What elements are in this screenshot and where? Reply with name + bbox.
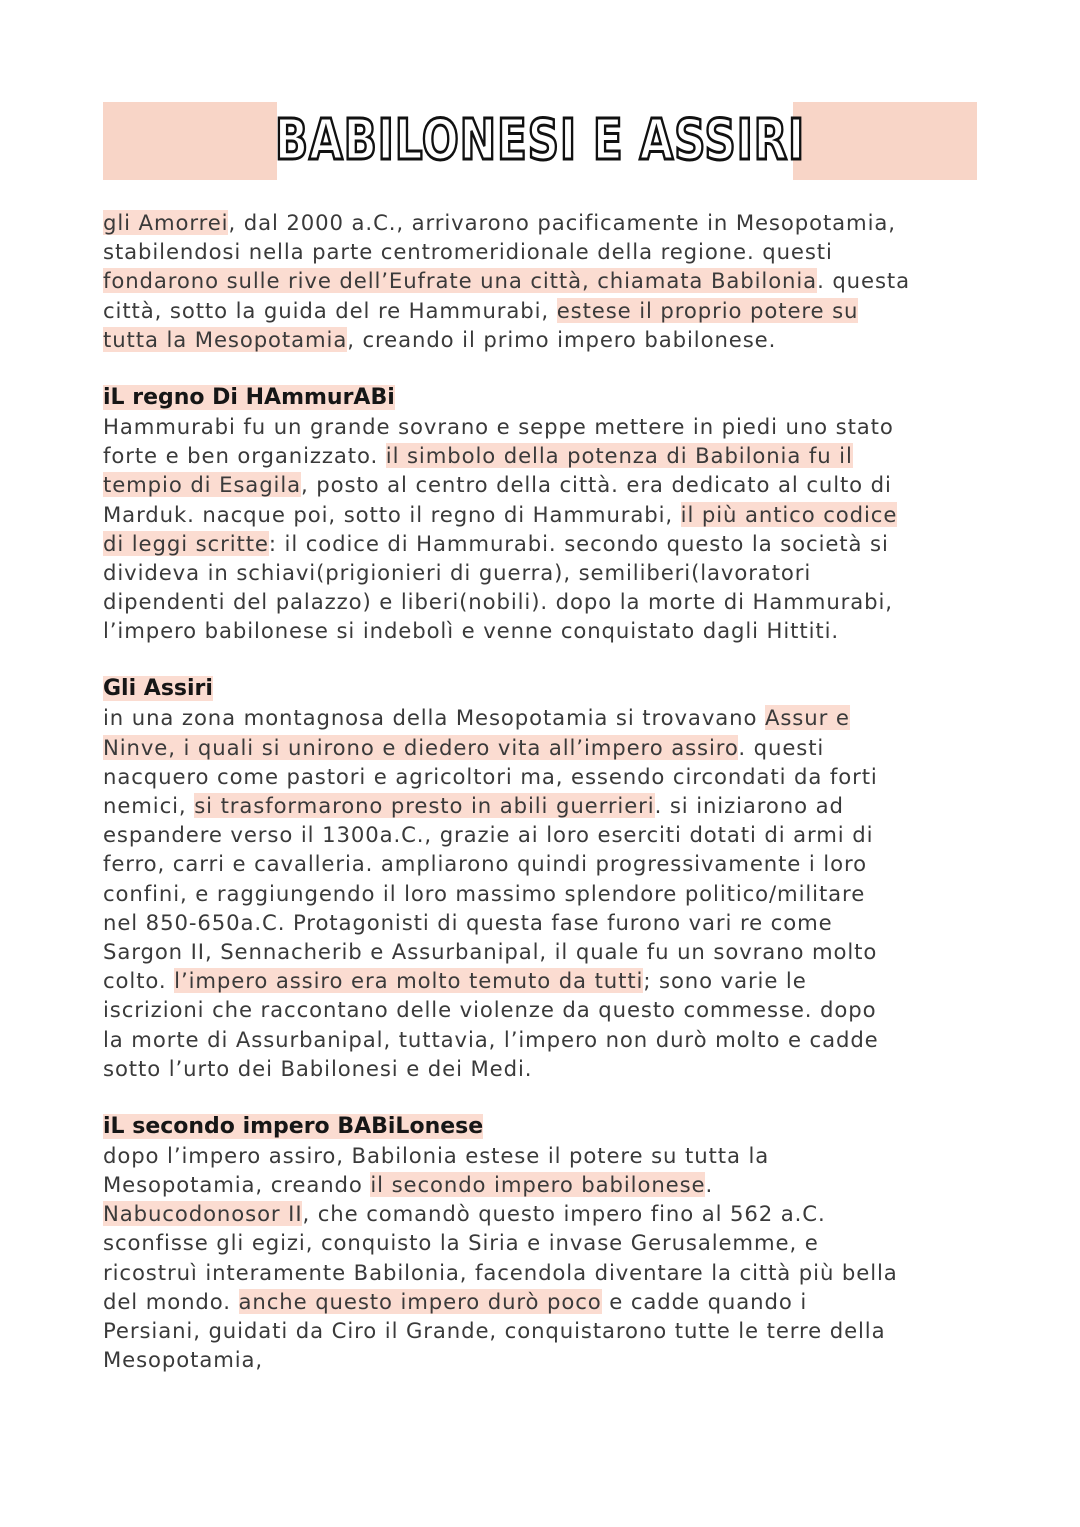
highlighted-text: Ninve, i quali si unirono e diedero vita all’impero assiro	[103, 734, 739, 760]
section-paragraph	[103, 1141, 983, 1375]
text-span: ferro, carri e cavalleria. ampliarono quindi progressivamente i loro	[103, 851, 867, 877]
text-line	[103, 733, 983, 762]
text-line	[103, 529, 983, 558]
text-line	[103, 558, 983, 587]
text-span: Mesopotamia, creando	[103, 1172, 371, 1198]
text-line	[103, 879, 983, 908]
text-line	[103, 762, 983, 791]
paragraph-gap	[103, 354, 983, 383]
text-line	[103, 1287, 983, 1316]
highlighted-text: il più antico codice	[680, 501, 898, 527]
text-span: , creando il primo impero babilonese.	[347, 326, 777, 352]
highlighted-text: Assur e	[764, 705, 850, 731]
text-span: Persiani, guidati da Ciro il Grande, conquistarono tutte le terre della	[103, 1318, 886, 1343]
text-span: in una zona montagnosa della Mesopotamia si trovavano	[103, 705, 765, 731]
text-span: Hammurabi fu un grande sovrano e seppe mettere in piedi uno stato	[103, 413, 894, 439]
text-span: divideva in schiavi(prigionieri di guerra), semiliberi(lavoratori	[103, 559, 812, 585]
text-span: forte e ben organizzato.	[103, 443, 386, 469]
text-span: l’impero babilonese si indebolì e venne conquistato dagli Hittiti.	[103, 618, 839, 644]
text-line	[103, 1141, 983, 1170]
text-span: sotto l’urto dei Babilonesi e dei Medi.	[103, 1055, 533, 1081]
section-heading	[103, 383, 983, 412]
highlighted-text: Nabucodonosor II	[103, 1201, 303, 1227]
text-line	[103, 966, 983, 995]
highlighted-text: tutta la Mesopotamia	[103, 326, 348, 352]
text-line	[103, 1316, 983, 1345]
text-line	[103, 1258, 983, 1287]
text-line	[103, 1228, 983, 1257]
highlighted-text: estese il proprio potere su	[556, 297, 859, 323]
highlighted-text: tempio di Esagila	[103, 472, 302, 498]
text-line	[103, 1025, 983, 1054]
section-heading	[103, 1112, 983, 1141]
text-span: ; sono varie le	[643, 968, 807, 994]
section-heading	[103, 674, 983, 703]
notes-body	[103, 208, 983, 1374]
text-line	[103, 995, 983, 1024]
text-span: . questi	[738, 734, 825, 760]
highlighted-text: fondarono sulle rive dell’Eufrate una città, chiamata Babilonia	[103, 268, 818, 294]
text-span: iscrizioni che raccontano delle violenze da questo commesse. dopo	[103, 997, 877, 1023]
section-paragraph	[103, 703, 983, 1082]
section-heading-text: Gli Assiri	[103, 676, 213, 702]
text-span: stabilendosi nella parte centromeridionale della regione. questi	[103, 239, 833, 265]
text-span: espandere verso il 1300a.C., grazie ai loro eserciti dotati di armi di	[103, 822, 874, 848]
text-span: , dal 2000 a.C., arrivarono pacificamente in Mesopotamia,	[228, 210, 896, 235]
highlighted-text: di leggi scritte	[103, 530, 269, 556]
text-line	[103, 908, 983, 937]
text-line	[103, 1345, 983, 1374]
text-span: nacquero come pastori e agricoltori ma, essendo circondati da forti	[103, 763, 878, 789]
text-span: sconfisse gli egizi, conquisto la Siria e invase Gerusalemme, e	[103, 1230, 819, 1256]
highlighted-text: il secondo impero babilonese	[370, 1172, 706, 1198]
text-span: dopo l’impero assiro, Babilonia estese il potere su tutta la	[103, 1142, 770, 1168]
text-line	[103, 820, 983, 849]
text-span: confini, e raggiungendo il loro massimo splendore politico/militare	[103, 880, 866, 906]
text-span: . si iniziarono ad	[654, 793, 844, 818]
text-line	[103, 325, 983, 354]
highlighted-text: si trasformarono presto in abili guerrieri	[194, 793, 655, 818]
text-line	[103, 703, 983, 732]
text-line	[103, 1170, 983, 1199]
text-span: dipendenti del palazzo) e liberi(nobili). dopo la morte di Hammurabi,	[103, 589, 893, 615]
text-line	[103, 266, 983, 295]
text-span: , che comandò questo impero fino al 562 a.C.	[302, 1201, 826, 1227]
highlighted-text: anche questo impero durò poco	[238, 1288, 602, 1314]
paragraph-gap	[103, 1083, 983, 1112]
text-span: colto.	[103, 968, 175, 994]
text-span: : il codice di Hammurabi. secondo questo la società si	[268, 530, 889, 556]
text-span: Mesopotamia,	[103, 1347, 264, 1373]
highlighted-text: l’impero assiro era molto temuto da tutti	[174, 968, 644, 994]
section-heading-text: iL secondo impero BABiLonese	[103, 1113, 484, 1139]
text-line	[103, 791, 983, 820]
section-paragraph	[103, 412, 983, 646]
text-span: . questa	[817, 268, 910, 294]
text-line	[103, 412, 983, 441]
text-line	[103, 937, 983, 966]
text-line	[103, 849, 983, 878]
text-line	[103, 208, 983, 237]
text-span: la morte di Assurbanipal, tuttavia, l’impero non durò molto e cadde	[103, 1026, 879, 1052]
text-span: nel 850-650a.C. Protagonisti di questa fase furono vari re come	[103, 909, 833, 935]
highlighted-text: gli Amorrei	[103, 210, 229, 235]
text-line	[103, 1054, 983, 1083]
highlighted-text: il simbolo della potenza di Babilonia fu il	[385, 443, 853, 469]
text-line	[103, 441, 983, 470]
section-heading-text: iL regno Di HAmmurABi	[103, 384, 395, 410]
text-line	[103, 237, 983, 266]
text-line	[103, 587, 983, 616]
text-line	[103, 470, 983, 499]
text-span: del mondo.	[103, 1288, 239, 1314]
text-span: , posto al centro della città. era dedicato al culto di	[301, 472, 892, 498]
text-span: ricostruì interamente Babilonia, facendola diventare la città più bella	[103, 1259, 898, 1285]
text-span: Sargon II, Sennacherib e Assurbanipal, il quale fu un sovrano molto	[103, 938, 878, 964]
text-line	[103, 616, 983, 645]
text-span: Marduk. nacque poi, sotto il regno di Hammurabi,	[103, 501, 681, 527]
text-span: e cadde quando i	[601, 1288, 808, 1314]
title-banner	[103, 102, 977, 180]
text-span: nemici,	[103, 793, 195, 818]
text-span: città, sotto la guida del re Hammurabi,	[103, 297, 557, 323]
text-span: .	[705, 1172, 714, 1198]
text-line	[103, 500, 983, 529]
intro-paragraph	[103, 208, 983, 354]
text-line	[103, 296, 983, 325]
text-line	[103, 1199, 983, 1228]
paragraph-gap	[103, 645, 983, 674]
page-title: BABILONESI E ASSIRI	[274, 108, 806, 173]
